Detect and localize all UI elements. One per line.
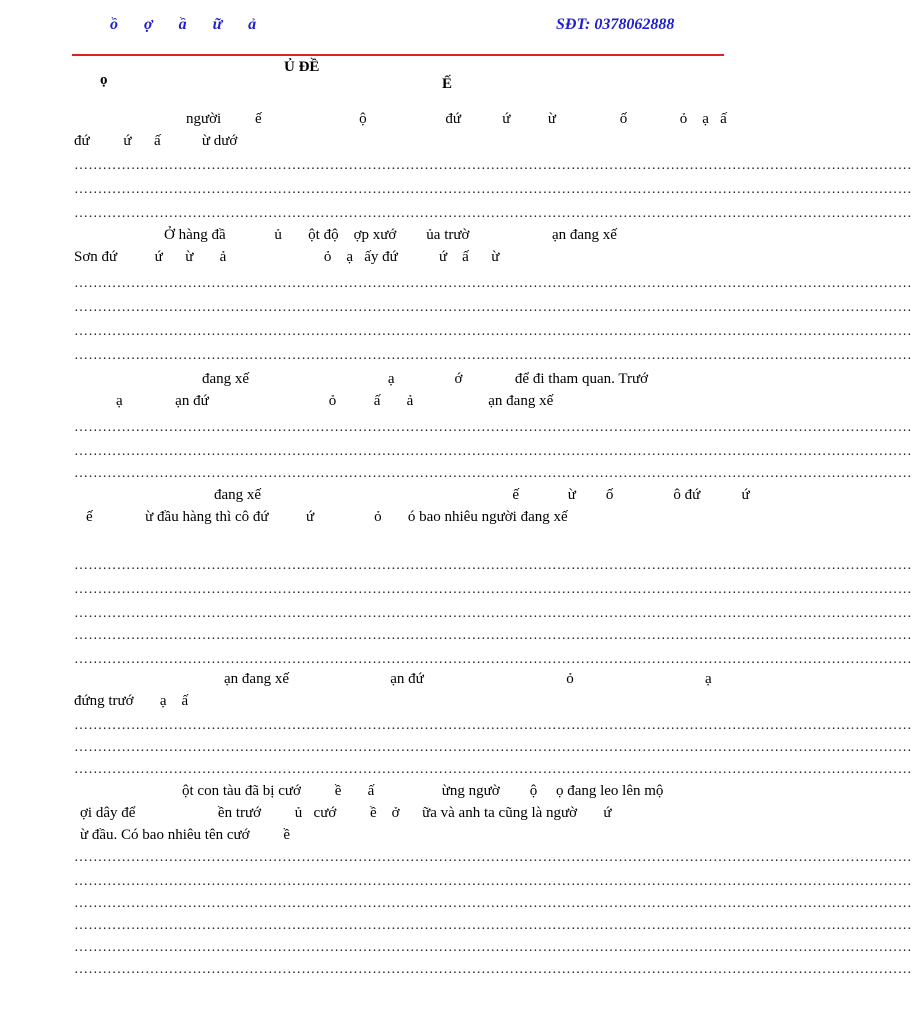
answer-line: …………………………………………………………………………………………………………………………………………………………… (74, 606, 912, 621)
answer-line: …………………………………………………………………………………………………………………………………………………………… (74, 276, 912, 291)
problem-3-line-1: đang xế ạ ớ để đi tham quan. Trướ (202, 371, 649, 387)
answer-line: …………………………………………………………………………………………………………………………………………………………… (74, 558, 912, 573)
answer-line: …………………………………………………………………………………………………………………………………………………………… (74, 652, 912, 667)
problem-6-line-3: ừ đầu. Có bao nhiêu tên cướ ề (80, 827, 290, 843)
section-subhead: ọ (100, 72, 108, 88)
problem-1-line-1: người ế ộ đứ ứ ừ ố ỏ ạ ấ (186, 111, 727, 127)
answer-line: …………………………………………………………………………………………………………………………………………………………… (74, 444, 912, 459)
answer-line: …………………………………………………………………………………………………………………………………………………………… (74, 300, 912, 315)
answer-line: …………………………………………………………………………………………………………………………………………………………… (74, 206, 912, 221)
problem-5-line-1: ạn đang xế ạn đứ ỏ ạ (224, 671, 712, 687)
problem-6-line-1: ột con tàu đã bị cướ ề ấ ừng ngườ ộ ọ đang leo lên mộ (182, 783, 664, 799)
problem-4-line-1: đang xế ế ừ ố ô đứ ứ (214, 487, 750, 503)
answer-line: …………………………………………………………………………………………………………………………………………………………… (74, 740, 912, 755)
problem-2-line-1: Ở hàng đầ ủ ột độ ợp xướ ủa trườ ạn đang xế (164, 227, 617, 243)
answer-line: …………………………………………………………………………………………………………………………………………………………… (74, 324, 912, 339)
answer-line: …………………………………………………………………………………………………………………………………………………………… (74, 582, 912, 597)
answer-line: …………………………………………………………………………………………………………………………………………………………… (74, 940, 912, 955)
answer-line: …………………………………………………………………………………………………………………………………………………………… (74, 918, 912, 933)
problem-1-line-2: đứ ứ ấ ừ dướ (74, 133, 238, 149)
page-title (0, 42, 768, 93)
problem-4-line-2: ế ừ đầu hàng thì cô đứ ứ ỏ ó bao nhiêu người đang xế (86, 509, 568, 525)
page-header (0, 16, 768, 40)
answer-line: …………………………………………………………………………………………………………………………………………………………… (74, 158, 912, 173)
answer-line: …………………………………………………………………………………………………………………………………………………………… (74, 896, 912, 911)
answer-line: …………………………………………………………………………………………………………………………………………………………… (74, 348, 912, 363)
answer-line: …………………………………………………………………………………………………………………………………………………………… (74, 762, 912, 777)
problem-3-line-2: ạ ạn đứ ỏ ấ ả ạn đang xế (116, 393, 554, 409)
header-phone: SĐT: 0378062888 (556, 16, 675, 33)
problem-6-line-2: ợi dây để ền trướ ủ cướ ề ở ữa và anh ta cũng là ngườ ứ (80, 805, 612, 821)
problem-5-line-2: đứng trướ ạ ấ (74, 693, 189, 709)
answer-line: …………………………………………………………………………………………………………………………………………………………… (74, 718, 912, 733)
answer-line: …………………………………………………………………………………………………………………………………………………………… (74, 182, 912, 197)
answer-line: …………………………………………………………………………………………………………………………………………………………… (74, 962, 912, 977)
header-left-text: ồ ợ ầ ữ ả (110, 16, 257, 33)
problem-2-line-2: Sơn đứ ứ ừ ả ỏ ạ ấy đứ ứ ấ ừ (74, 249, 500, 265)
answer-line: …………………………………………………………………………………………………………………………………………………………… (74, 466, 912, 481)
answer-line: …………………………………………………………………………………………………………………………………………………………… (74, 420, 912, 435)
title-part1: Ủ ĐỀ (284, 59, 320, 75)
answer-line: …………………………………………………………………………………………………………………………………………………………… (74, 874, 912, 889)
title-part2: Ế (442, 76, 453, 92)
answer-line: …………………………………………………………………………………………………………………………………………………………… (74, 628, 912, 643)
answer-line: …………………………………………………………………………………………………………………………………………………………… (74, 850, 912, 865)
